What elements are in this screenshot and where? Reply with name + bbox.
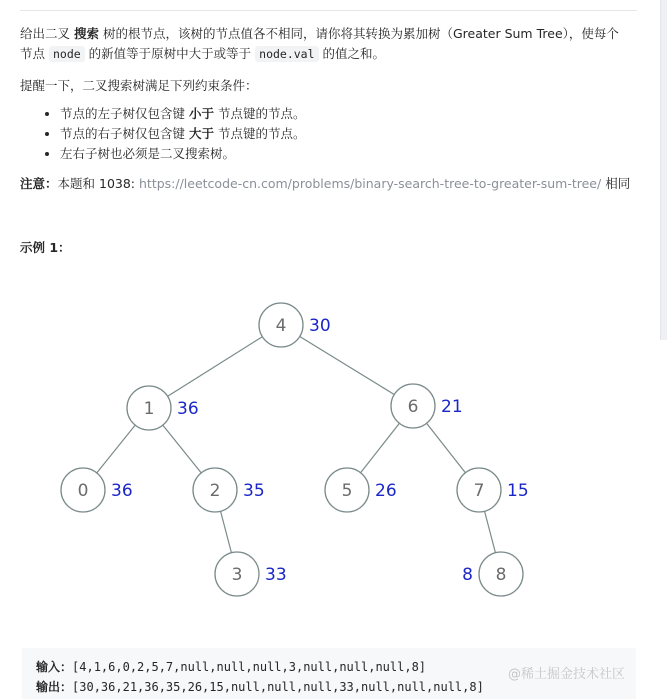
watermark: @稀土掘金技术社区 bbox=[508, 667, 626, 682]
constraint-item: • 节点的右子树仅包含键 大于 节点键的节点。 bbox=[60, 124, 305, 144]
tree-edge bbox=[97, 425, 135, 473]
note-line: 注意：本题和 1038: https://leetcode-cn.com/problems/binary-search-tree-to-greater-sum-tree/ 相同 bbox=[20, 176, 631, 191]
tree-node-sum: 15 bbox=[507, 481, 529, 501]
tree-node-sum: 30 bbox=[309, 316, 331, 336]
intro-line-1: 给出二叉 搜索 树的根节点，该树的节点值各不相同，请你将其转换为累加树（Greater Sum Tree），使每个 bbox=[20, 26, 619, 41]
example-title: 示例 1： bbox=[20, 240, 71, 255]
tree-node-value: 5 bbox=[341, 481, 353, 501]
tree-node-value: 8 bbox=[495, 565, 507, 585]
tree-node-sum: 36 bbox=[111, 481, 133, 501]
code-node-val: node.val bbox=[255, 46, 318, 62]
tree-node-sum: 8 bbox=[462, 565, 473, 585]
constraint-item: • 节点的左子树仅包含键 小于 节点键的节点。 bbox=[60, 104, 305, 124]
problem-link[interactable]: https://leetcode-cn.com/problems/binary-search-tree-to-greater-sum-tree/ bbox=[139, 176, 602, 191]
tree-node-sum: 33 bbox=[265, 565, 287, 585]
tree-edge bbox=[300, 337, 394, 395]
constraint-item: • 左右子树也必须是二叉搜索树。 bbox=[60, 144, 305, 164]
tree-node-value: 4 bbox=[275, 316, 287, 336]
tree-edge bbox=[485, 511, 496, 552]
tree-edge bbox=[427, 423, 466, 472]
tree-node-value: 3 bbox=[231, 565, 243, 585]
tree-node-sum: 21 bbox=[441, 397, 463, 417]
intro-line-2: 节点 node 的新值等于原树中大于或等于 node.val 的值之和。 bbox=[20, 46, 386, 61]
tree-node-sum: 26 bbox=[375, 481, 397, 501]
tree-node-value: 0 bbox=[77, 481, 89, 501]
output-row: 输出：[30,36,21,36,35,26,15,null,null,null,33,null,null,null,8] bbox=[36, 680, 484, 694]
input-row: 输入：[4,1,6,0,2,5,7,null,null,null,3,null,null,null,8] bbox=[36, 660, 427, 674]
tree-node-value: 2 bbox=[209, 481, 221, 501]
tree-edge bbox=[163, 425, 201, 473]
code-node: node bbox=[49, 46, 85, 62]
tree-node-value: 1 bbox=[143, 399, 155, 419]
tree-edge bbox=[168, 337, 263, 397]
tree-edge bbox=[221, 511, 232, 552]
tree-node-sum: 36 bbox=[177, 399, 199, 419]
tree-node-value: 7 bbox=[473, 481, 485, 501]
tree-node-value: 6 bbox=[407, 397, 419, 417]
hint-text: 提醒一下，二叉搜索树满足下列约束条件： bbox=[20, 78, 258, 93]
tree-edge bbox=[361, 423, 400, 472]
tree-node-sum: 35 bbox=[243, 481, 265, 501]
